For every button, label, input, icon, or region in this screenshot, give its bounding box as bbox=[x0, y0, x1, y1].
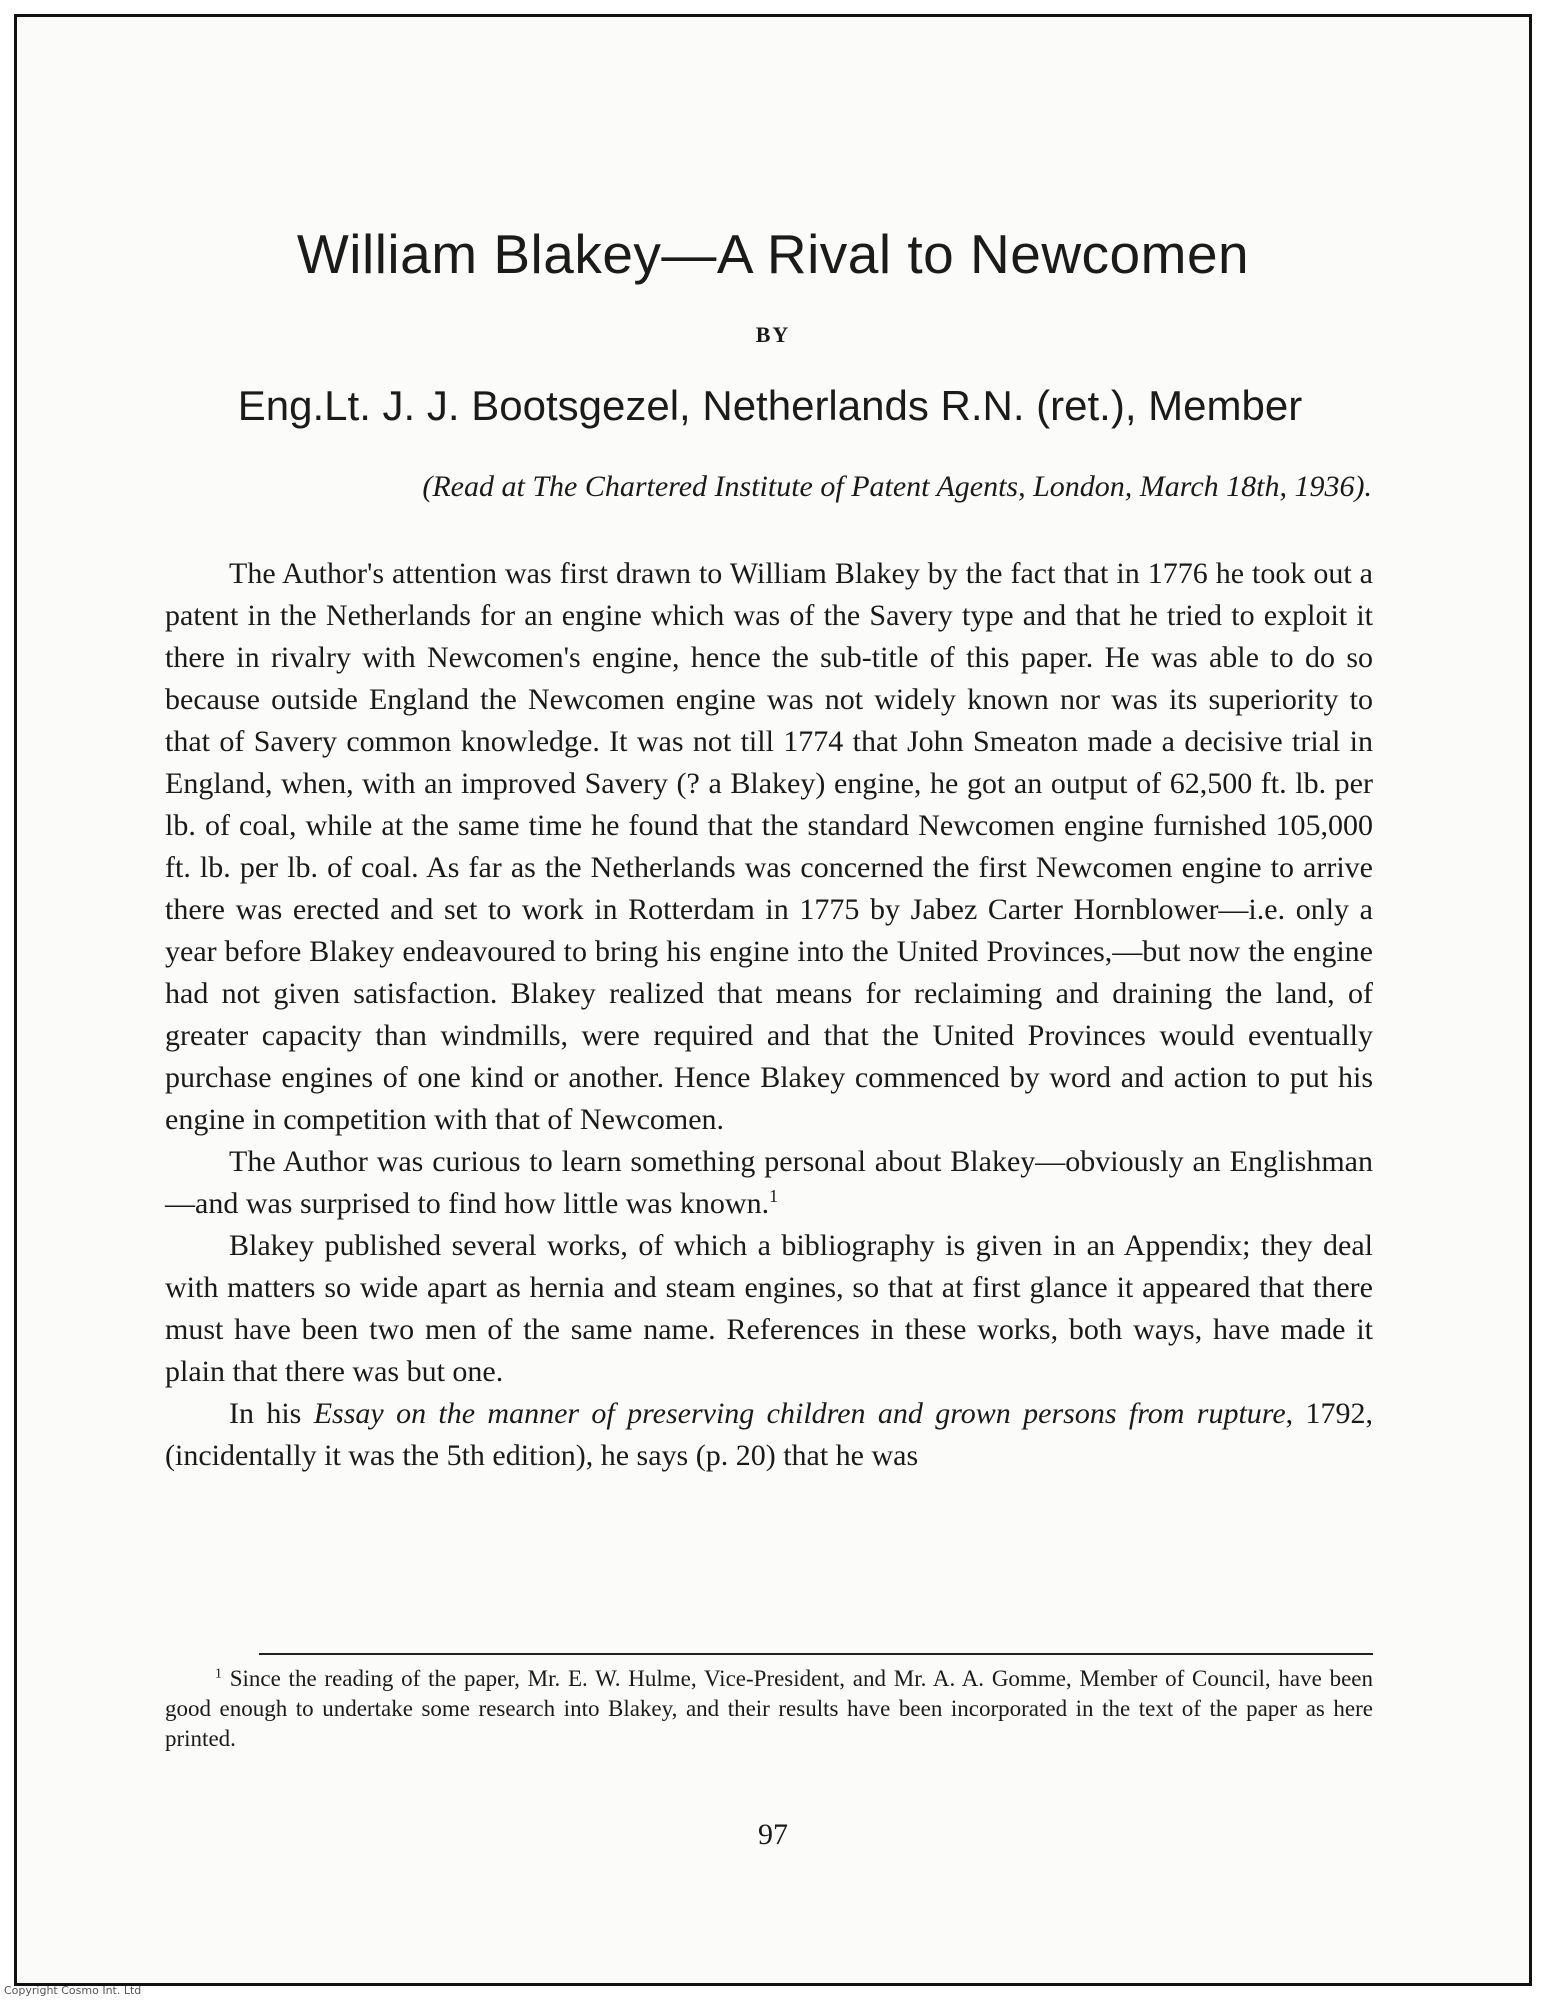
footnote-reference: 1 bbox=[769, 1186, 779, 1206]
article-body bbox=[165, 553, 1373, 1477]
copyright-notice: Copyright Cosmo Int. Ltd bbox=[4, 1984, 142, 1997]
read-note: (Read at The Chartered Institute of Patent Agents, London, March 18th, 1936). bbox=[422, 470, 1372, 503]
footnote-divider bbox=[259, 1653, 1373, 1655]
paragraph-4 bbox=[165, 1393, 1373, 1477]
paragraph-3: Blakey published several works, of which a bibliography is given in an Appendix; they deal with matters so wide apart as hernia and steam engines, so that at first glance it appeared that there must have been two men of the same name. References in these works, both ways, have made it plain that there was but one. bbox=[165, 1229, 1373, 1388]
paragraph-2-text: The Author was curious to learn something personal about Blakey—obviously an Englishman—and was surprised to find how little was known. bbox=[165, 1145, 1373, 1220]
footnote-mark: 1 bbox=[215, 1665, 222, 1681]
page-number: 97 bbox=[758, 1818, 788, 1851]
byline-label: BY bbox=[755, 322, 791, 347]
paragraph-4-start: In his bbox=[229, 1397, 302, 1430]
footnote-text: Since the reading of the paper, Mr. E. W. Hulme, Vice-President, and Mr. A. A. Gomme, Member of Council, have been good enough to undertake some research into Blakey, and their results have been incorporated in the text of the paper as here printed. bbox=[165, 1666, 1374, 1751]
paragraph-2 bbox=[165, 1141, 1373, 1225]
author-line: Eng.Lt. J. J. Bootsgezel, Netherlands R.N. (ret.), Member bbox=[237, 382, 1303, 429]
paragraph-1: The Author's attention was first drawn to William Blakey by the fact that in 1776 he took out a patent in the Netherlands for an engine which was of the Savery type and that he tried to exploit it there in rivalry with Newcomen's engine, hence the sub-title of this paper. He was able to do so because outside England the Newcomen engine was not widely known nor was its superiority to that of Savery common knowledge. It was not till 1774 that John Smeaton made a decisive trial in England, when, with an improved Savery (? a Blakey) engine, he got an output of 62,500 ft. lb. per lb. of coal, while at the same time he found that the standard Newcomen engine furnished 105,000 ft. lb. per lb. of coal. As far as the Netherlands was concerned the first Newcomen engine to arrive there was erected and set to work in Rotterdam in 1775 by Jabez Carter Hornblower—i.e. only a year before Blakey endeavoured to bring his engine into the United Provinces,—but now the engine had not given satisfaction. Blakey realized that means for reclaiming and draining the land, of greater capacity than windmills, were required and that the United Provinces would eventually purchase engines of one kind or another. Hence Blakey commenced by word and action to put his engine in competition with that of Newcomen. bbox=[165, 557, 1373, 1136]
paragraph-4-rest: , 1792, (incidentally it was the 5th edition), he says (p. 20) that he was bbox=[165, 1397, 1374, 1472]
footnote bbox=[165, 1664, 1373, 1754]
essay-title: Essay on the manner of preserving children and grown persons from rupture bbox=[313, 1397, 1286, 1430]
article-title: William Blakey—A Rival to Newcomen bbox=[296, 223, 1250, 285]
